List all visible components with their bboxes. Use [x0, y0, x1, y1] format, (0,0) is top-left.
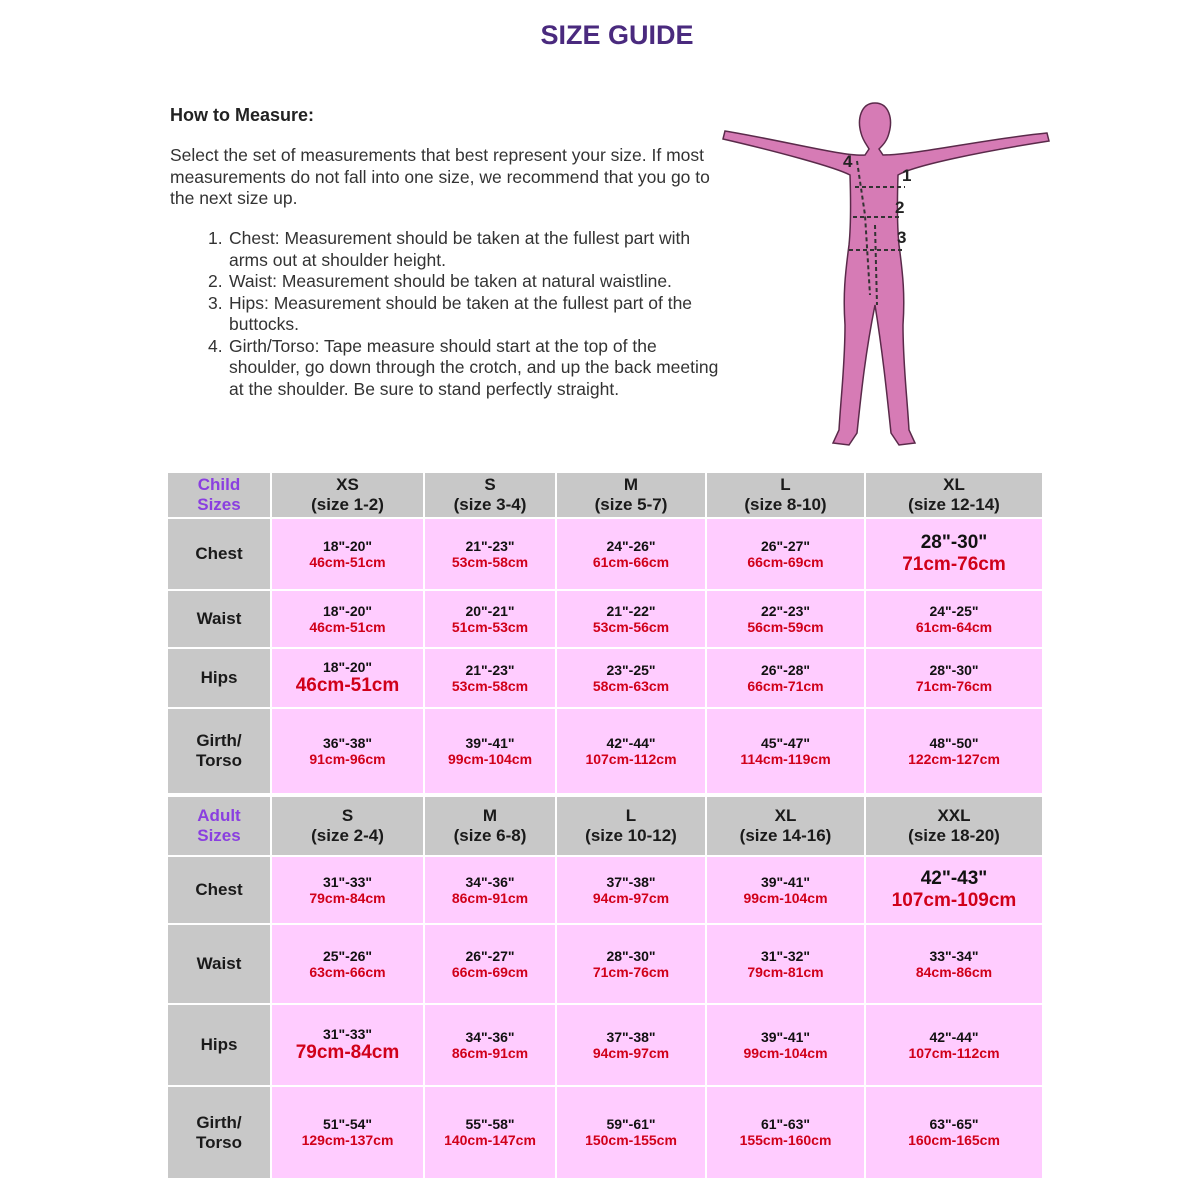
- measurement-cell: [272, 925, 423, 1003]
- child-size-table: [168, 473, 1040, 793]
- size-name: S: [341, 806, 354, 825]
- step-chest: [170, 228, 730, 271]
- inches-value: 31"-32": [760, 947, 811, 964]
- size-range: (size 10-12): [585, 826, 677, 845]
- size-range: (size 14-16): [739, 826, 832, 845]
- measurement-cell: [557, 709, 705, 793]
- step-text: Chest: Measurement should be taken at the fullest part with arms out at shoulder height.: [229, 228, 691, 270]
- cm-value: 63cm-66cm: [309, 963, 386, 980]
- cm-value: 107cm-112cm: [908, 1044, 1000, 1061]
- cm-value: 94cm-97cm: [592, 889, 670, 906]
- inches-value: 21"-23": [465, 661, 515, 678]
- measurement-cell: [866, 1005, 1042, 1085]
- measurement-cell: [707, 1087, 864, 1178]
- cm-value: 71cm-76cm: [915, 677, 993, 694]
- cm-value: 86cm-91cm: [451, 889, 529, 906]
- inches-value: 42"-44": [606, 734, 656, 751]
- inches-value: 31"-33": [322, 873, 373, 890]
- row-label-text: Girth/: [196, 1112, 242, 1132]
- inches-value: 61"-63": [760, 1116, 811, 1132]
- size-range: (size 12-14): [908, 495, 1000, 514]
- cm-value: 79cm-84cm: [309, 889, 386, 906]
- measurement-cell: [866, 649, 1042, 707]
- size-name: XXL: [937, 806, 971, 825]
- cm-value: 53cm-58cm: [451, 553, 529, 570]
- size-name: M: [482, 806, 498, 825]
- cm-value: 53cm-56cm: [592, 618, 670, 635]
- size-range: (size 1-2): [311, 495, 384, 514]
- measurement-cell: [425, 709, 555, 793]
- inches-value: 26"-28": [760, 661, 811, 678]
- measurement-cell: [272, 1087, 423, 1178]
- step-text: Hips: Measurement should be taken at the fullest part of the buttocks.: [229, 292, 693, 334]
- measurement-row-label: [168, 925, 270, 1003]
- intro-text: Select the set of measurements that best represent your size. If most measurements do not fall into one size, we recommend that you go to the next size up.: [170, 145, 710, 208]
- inches-value: 31"-33": [322, 1026, 373, 1042]
- size-column-header: [272, 473, 423, 517]
- corner-text: Child: [197, 475, 241, 494]
- measurement-cell: [272, 1005, 423, 1085]
- table-corner-label: [168, 797, 270, 855]
- inches-value: 39"-41": [465, 734, 515, 751]
- size-name: M: [623, 475, 639, 494]
- inches-value: 37"-38": [606, 873, 656, 890]
- size-range: (size 8-10): [744, 495, 827, 514]
- size-column-header: [707, 797, 864, 855]
- cm-value: 66cm-71cm: [747, 677, 824, 694]
- inches-value: 28"-30": [920, 532, 988, 553]
- inches-value: 23"-25": [606, 661, 656, 678]
- measurement-cell: [866, 1087, 1042, 1178]
- cm-value: 56cm-59cm: [747, 618, 824, 635]
- cm-value: 66cm-69cm: [747, 553, 824, 570]
- step-girth: [170, 336, 730, 401]
- inches-value: 48"-50": [929, 734, 979, 751]
- cm-value: 99cm-104cm: [743, 1044, 828, 1061]
- measurement-cell: [707, 649, 864, 707]
- measurement-row-label: [168, 591, 270, 647]
- size-name: XL: [774, 806, 797, 825]
- marker-4: 4: [843, 152, 853, 171]
- step-text: Waist: Measurement should be taken at natural waistline.: [229, 271, 672, 291]
- measure-steps: [170, 228, 730, 400]
- measurement-row-label: [168, 857, 270, 923]
- measurement-cell: [707, 591, 864, 647]
- inches-value: 18"-20": [322, 602, 373, 619]
- cm-value: 94cm-97cm: [592, 1044, 670, 1061]
- cm-value: 160cm-165cm: [908, 1132, 1000, 1148]
- measurement-cell: [272, 857, 423, 923]
- inches-value: 22"-23": [760, 602, 811, 619]
- size-range: (size 5-7): [594, 495, 668, 514]
- size-name: S: [484, 475, 496, 494]
- measurement-cell: [707, 1005, 864, 1085]
- cm-value: 86cm-91cm: [451, 1044, 529, 1061]
- cm-value: 140cm-147cm: [444, 1132, 536, 1148]
- cm-value: 129cm-137cm: [301, 1132, 394, 1148]
- inches-value: 28"-30": [606, 947, 656, 964]
- measurement-row-label: [168, 709, 270, 793]
- cm-value: 61cm-64cm: [915, 618, 993, 635]
- measurement-cell: [866, 709, 1042, 793]
- inches-value: 18"-20": [322, 537, 373, 554]
- measurement-cell: [866, 519, 1042, 589]
- cm-value: 114cm-119cm: [740, 750, 831, 767]
- inches-value: 24"-25": [929, 602, 979, 619]
- size-column-header: [272, 797, 423, 855]
- cm-value: 53cm-58cm: [451, 677, 529, 694]
- cm-value: 66cm-69cm: [451, 963, 529, 980]
- measurement-cell: [557, 519, 705, 589]
- size-range: (size 3-4): [453, 495, 527, 514]
- measurement-cell: [557, 1005, 705, 1085]
- row-label-text: Waist: [196, 609, 242, 628]
- table-corner-label: [168, 473, 270, 517]
- row-label-text: Girth/: [196, 731, 242, 750]
- inches-value: 45"-47": [760, 734, 811, 751]
- size-column-header: [866, 797, 1042, 855]
- cm-value: 99cm-104cm: [743, 889, 828, 906]
- inches-value: 33"-34": [929, 947, 979, 964]
- measurement-row-label: [168, 1005, 270, 1085]
- measurement-cell: [866, 591, 1042, 647]
- measurement-row-label: [168, 519, 270, 589]
- cm-value: 46cm-51cm: [309, 618, 386, 635]
- step-hips: [170, 293, 730, 336]
- size-range: (size 6-8): [453, 826, 527, 845]
- cm-value: 91cm-96cm: [309, 750, 386, 767]
- size-name: L: [780, 475, 791, 494]
- size-name: XL: [943, 475, 965, 494]
- inches-value: 26"-27": [465, 947, 515, 964]
- measurement-cell: [707, 925, 864, 1003]
- inches-value: 36"-38": [322, 734, 373, 751]
- cm-value: 79cm-81cm: [747, 963, 824, 980]
- row-label-text: Chest: [195, 544, 243, 563]
- measurement-row-label: [168, 1087, 270, 1178]
- marker-1: 1: [902, 166, 912, 185]
- inches-value: 21"-23": [465, 537, 515, 554]
- step-number: 2.: [208, 271, 223, 291]
- inches-value: 28"-30": [929, 661, 979, 678]
- cm-value: 79cm-84cm: [295, 1042, 400, 1063]
- cm-value: 107cm-112cm: [585, 750, 677, 767]
- measurement-cell: [707, 519, 864, 589]
- measurement-cell: [425, 1005, 555, 1085]
- adult-size-table: [168, 797, 1040, 1178]
- cm-value: 122cm-127cm: [908, 750, 1000, 767]
- step-text: Girth/Torso: Tape measure should start at the top of the shoulder, go down through the crotch, and up the back meeting at the shoulder. Be sure to stand perfectly straight.: [229, 335, 719, 399]
- inches-value: 55"-58": [465, 1116, 515, 1132]
- measurement-cell: [425, 649, 555, 707]
- inches-value: 42"-44": [929, 1028, 979, 1045]
- page-title: SIZE GUIDE: [540, 20, 694, 50]
- inches-value: 63"-65": [929, 1116, 979, 1132]
- size-column-header: [425, 797, 555, 855]
- body-measurement-figure: [715, 95, 1060, 455]
- size-column-header: [707, 473, 864, 517]
- measurement-cell: [272, 709, 423, 793]
- inches-value: 42"-43": [920, 868, 988, 889]
- inches-value: 34"-36": [465, 1028, 515, 1045]
- inches-value: 39"-41": [760, 1028, 811, 1045]
- row-label-text: Torso: [196, 1132, 242, 1152]
- measurement-cell: [557, 925, 705, 1003]
- inches-value: 21"-22": [606, 602, 656, 619]
- row-label-text: Hips: [200, 1035, 238, 1054]
- cm-value: 155cm-160cm: [739, 1132, 832, 1148]
- size-column-header: [866, 473, 1042, 517]
- inches-value: 37"-38": [606, 1028, 656, 1045]
- inches-value: 18"-20": [322, 659, 373, 675]
- step-number: 1.: [208, 228, 223, 248]
- inches-value: 34"-36": [465, 873, 515, 890]
- measurement-cell: [272, 591, 423, 647]
- cm-value: 99cm-104cm: [447, 750, 533, 767]
- step-waist: [170, 271, 730, 293]
- marker-2: 2: [895, 198, 905, 217]
- measurement-cell: [866, 857, 1042, 923]
- measurement-cell: [425, 1087, 555, 1178]
- measurement-cell: [707, 709, 864, 793]
- measurement-cell: [425, 925, 555, 1003]
- measurement-cell: [707, 857, 864, 923]
- inches-value: 25"-26": [322, 947, 373, 964]
- row-label-text: Hips: [200, 668, 238, 687]
- cm-value: 51cm-53cm: [451, 618, 529, 635]
- row-label-text: Waist: [196, 954, 242, 973]
- cm-value: 46cm-51cm: [295, 675, 400, 696]
- cm-value: 58cm-63cm: [592, 677, 670, 694]
- corner-text: Sizes: [197, 826, 241, 845]
- inches-value: 51"-54": [322, 1116, 373, 1132]
- inches-value: 26"-27": [760, 537, 811, 554]
- step-number: 4.: [208, 335, 223, 356]
- size-range: (size 2-4): [311, 826, 384, 845]
- cm-value: 107cm-109cm: [891, 890, 1017, 911]
- row-label-text: Chest: [195, 880, 243, 899]
- measurement-cell: [272, 519, 423, 589]
- cm-value: 61cm-66cm: [592, 553, 670, 570]
- size-range: (size 18-20): [908, 826, 1000, 845]
- measurement-cell: [557, 649, 705, 707]
- size-column-header: [557, 473, 705, 517]
- measurement-cell: [557, 857, 705, 923]
- size-column-header: [557, 797, 705, 855]
- step-number: 3.: [208, 292, 223, 313]
- cm-value: 46cm-51cm: [309, 553, 386, 570]
- inches-value: 24"-26": [606, 537, 656, 554]
- measurement-row-label: [168, 649, 270, 707]
- inches-value: 20"-21": [465, 602, 515, 619]
- size-name: L: [625, 806, 637, 825]
- inches-value: 39"-41": [760, 873, 811, 890]
- inches-value: 59"-61": [606, 1116, 656, 1132]
- marker-3: 3: [897, 228, 907, 247]
- size-name: XS: [336, 475, 359, 494]
- how-to-measure-heading: How to Measure:: [170, 105, 315, 125]
- measurement-cell: [272, 649, 423, 707]
- measurement-cell: [866, 925, 1042, 1003]
- corner-text: Sizes: [197, 495, 241, 514]
- cm-value: 71cm-76cm: [592, 963, 670, 980]
- measurement-cell: [557, 591, 705, 647]
- measurement-cell: [425, 519, 555, 589]
- cm-value: 71cm-76cm: [902, 554, 1006, 575]
- cm-value: 150cm-155cm: [585, 1132, 677, 1148]
- row-label-text: Torso: [196, 751, 242, 770]
- measurement-cell: [425, 591, 555, 647]
- cm-value: 84cm-86cm: [915, 963, 993, 980]
- measurement-cell: [425, 857, 555, 923]
- corner-text: Adult: [197, 806, 241, 825]
- measurement-cell: [557, 1087, 705, 1178]
- size-column-header: [425, 473, 555, 517]
